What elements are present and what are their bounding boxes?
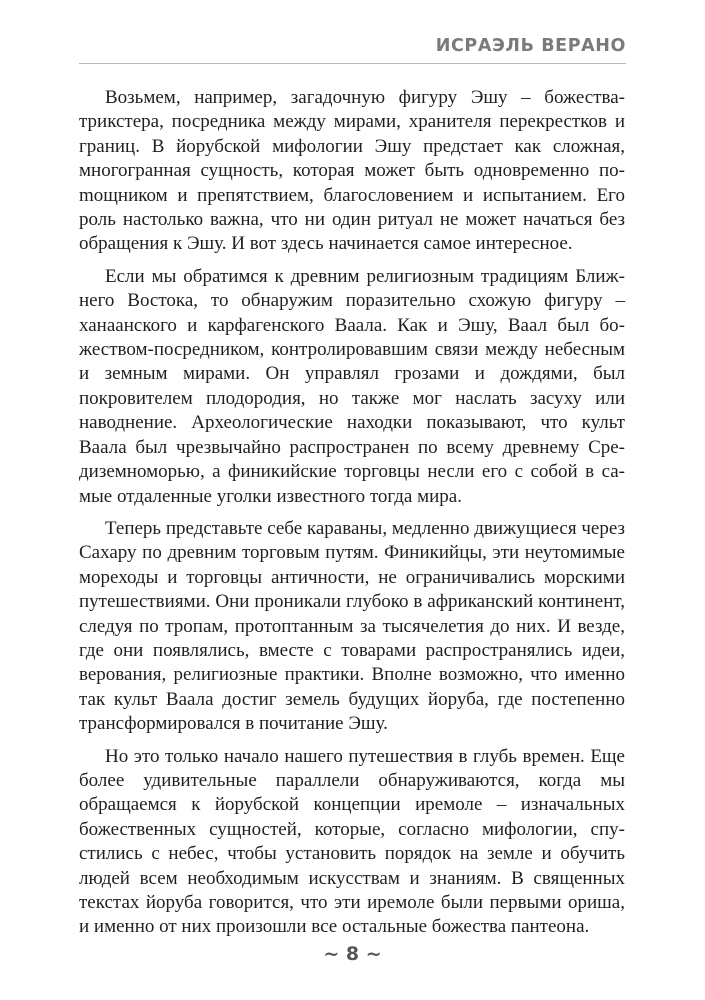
running-head [0,36,705,66]
running-title: ИСРАЭЛЬ ВЕРАНО [435,36,626,56]
paragraph-caravans: Теперь представьте себе караваны, медленно движущиеся через Сахару по древним торговым путям. Финикийцы, эти неутомимые мореходы и торговцы античности, не ограничивались морскими путешествиями. Они проникали глубоко в африканский континент, следуя по тропам, протоптанным за тысячелетия до них. И везде, где они появлялись, вместе с товарами распространялись идеи, верования, религиозные практики. Вполне возможно, что именно так культ Ваала достиг земель будущих йоруба, где постепенно трансформировался в почитание Эшу. [79,517,625,735]
paragraph-eshu: Возьмем, например, загадочную фигуру Эшу – божества-трикстера, посредника между мирами, хранителя перекрестков и границ. В йорубской мифологии Эшу предстает как сложная, многогранная сущность, которая может быть одновременно поmощником и препятствием, благословением и испытанием. Его роль настолько важна, что ни один ритуал не может начаться без обращения к Эшу. И вот здесь начинается самое интересное. [79,87,625,255]
page-number: ~ 8 ~ [323,943,382,965]
paragraph-iremole: Но это только начало нашего путешествия в глубь времен. Еще более удивительные параллели обнаруживаются, когда мы обращаемся к йорубской концепции иремоле – изначальных божественных сущностей, которые, согласно мифологии, спустились с небес, чтобы установить порядок на земле и обучить людей всем необходимым искусствам и знаниям. В священных текстах йоруба говорится, что эти иремоле были первыми ориша, и именно от них произошли все остальные божества пантеона. [79,745,625,938]
header-rule [79,63,626,64]
body-text [79,86,625,948]
paragraph-baal: Если мы обратимся к древним религиозным традициям Ближнего Востока, то обнаружим поразительно схожую фигуру – ханаанского и карфагенского Ваала. Как и Эшу, Ваал был божеством-посредником, контролировавшим связи между небесным и земным мирами. Он управлял грозами и дождями, был покровителем плодородия, но также мог наслать засуху или наводнение. Археологические находки показывают, что культ Ваала был чрезвычайно распространен по всему древнему Средиземноморью, а финикийские торговцы несли его с собой в самые отдаленные уголки известного тогда мира. [79,265,625,507]
